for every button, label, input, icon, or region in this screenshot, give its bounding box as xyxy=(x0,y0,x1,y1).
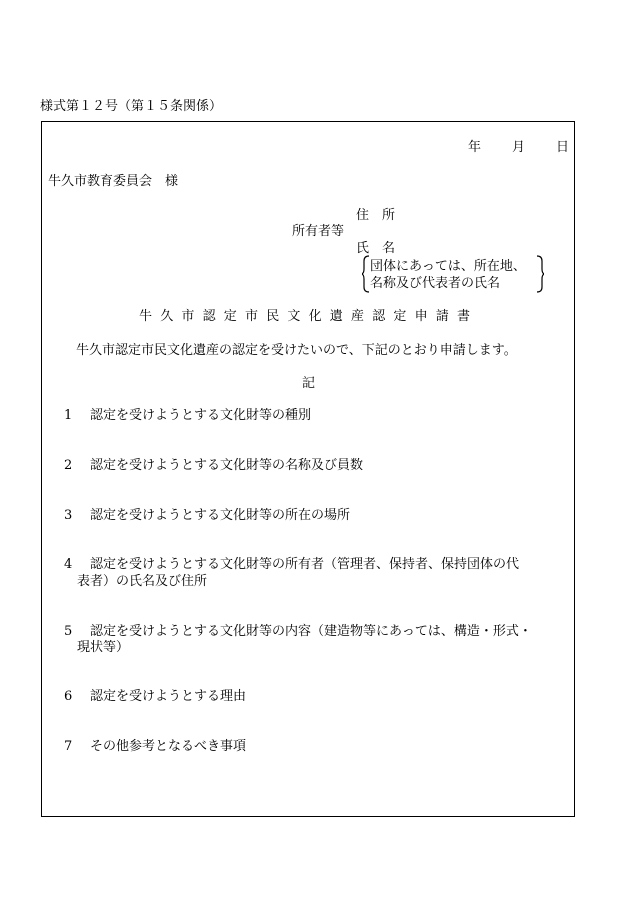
list-item-continuation: 表者）の氏名及び住所 xyxy=(77,574,208,589)
list-item xyxy=(64,409,311,422)
organization-note-line2: 名称及び代表者の氏名 xyxy=(370,276,501,291)
organization-note-line1: 団体にあっては、所在地、 xyxy=(370,259,526,274)
item-number: 3 xyxy=(64,508,73,523)
application-statement: 牛久市認定市民文化遺産の認定を受けたいので、下記のとおり申請します。 xyxy=(76,343,517,358)
form-number-label: 様式第１２号（第１５条関係） xyxy=(40,99,223,114)
list-item xyxy=(64,625,532,638)
name-label: 氏 名 xyxy=(356,241,396,256)
item-number: 6 xyxy=(64,689,73,704)
date-day-label: 日 xyxy=(556,140,570,155)
item-number: 1 xyxy=(64,408,73,423)
list-item xyxy=(64,690,246,703)
list-item xyxy=(64,740,246,753)
item-text: 認定を受けようとする文化財等の所在の場所 xyxy=(90,508,351,523)
item-number: 4 xyxy=(64,557,73,572)
item-number: 2 xyxy=(64,458,73,473)
addressee: 牛久市教育委員会 様 xyxy=(48,174,179,189)
item-text: 認定を受けようとする文化財等の内容（建造物等にあっては、構造・形式・ xyxy=(90,624,532,639)
date-year-label: 年 xyxy=(468,140,482,155)
list-item xyxy=(64,509,350,522)
date-month-label: 月 xyxy=(512,140,526,155)
item-text: 認定を受けようとする文化財等の種別 xyxy=(90,408,312,423)
ki-heading: 記 xyxy=(302,376,316,391)
item-text: その他参考となるべき事項 xyxy=(90,739,247,754)
item-number: 7 xyxy=(64,739,73,754)
item-text: 認定を受けようとする文化財等の所有者（管理者、保持者、保持団体の代 xyxy=(90,557,520,572)
list-item xyxy=(64,558,519,571)
document-title: 牛久市認定市民文化遺産認定申請書 xyxy=(139,309,479,324)
address-label: 住 所 xyxy=(356,208,396,223)
item-number: 5 xyxy=(64,624,73,639)
list-item-continuation: 現状等） xyxy=(77,640,130,655)
list-item xyxy=(64,459,363,472)
item-text: 認定を受けようとする理由 xyxy=(90,689,247,704)
owner-label: 所有者等 xyxy=(292,224,345,239)
item-text: 認定を受けようとする文化財等の名称及び員数 xyxy=(90,458,364,473)
